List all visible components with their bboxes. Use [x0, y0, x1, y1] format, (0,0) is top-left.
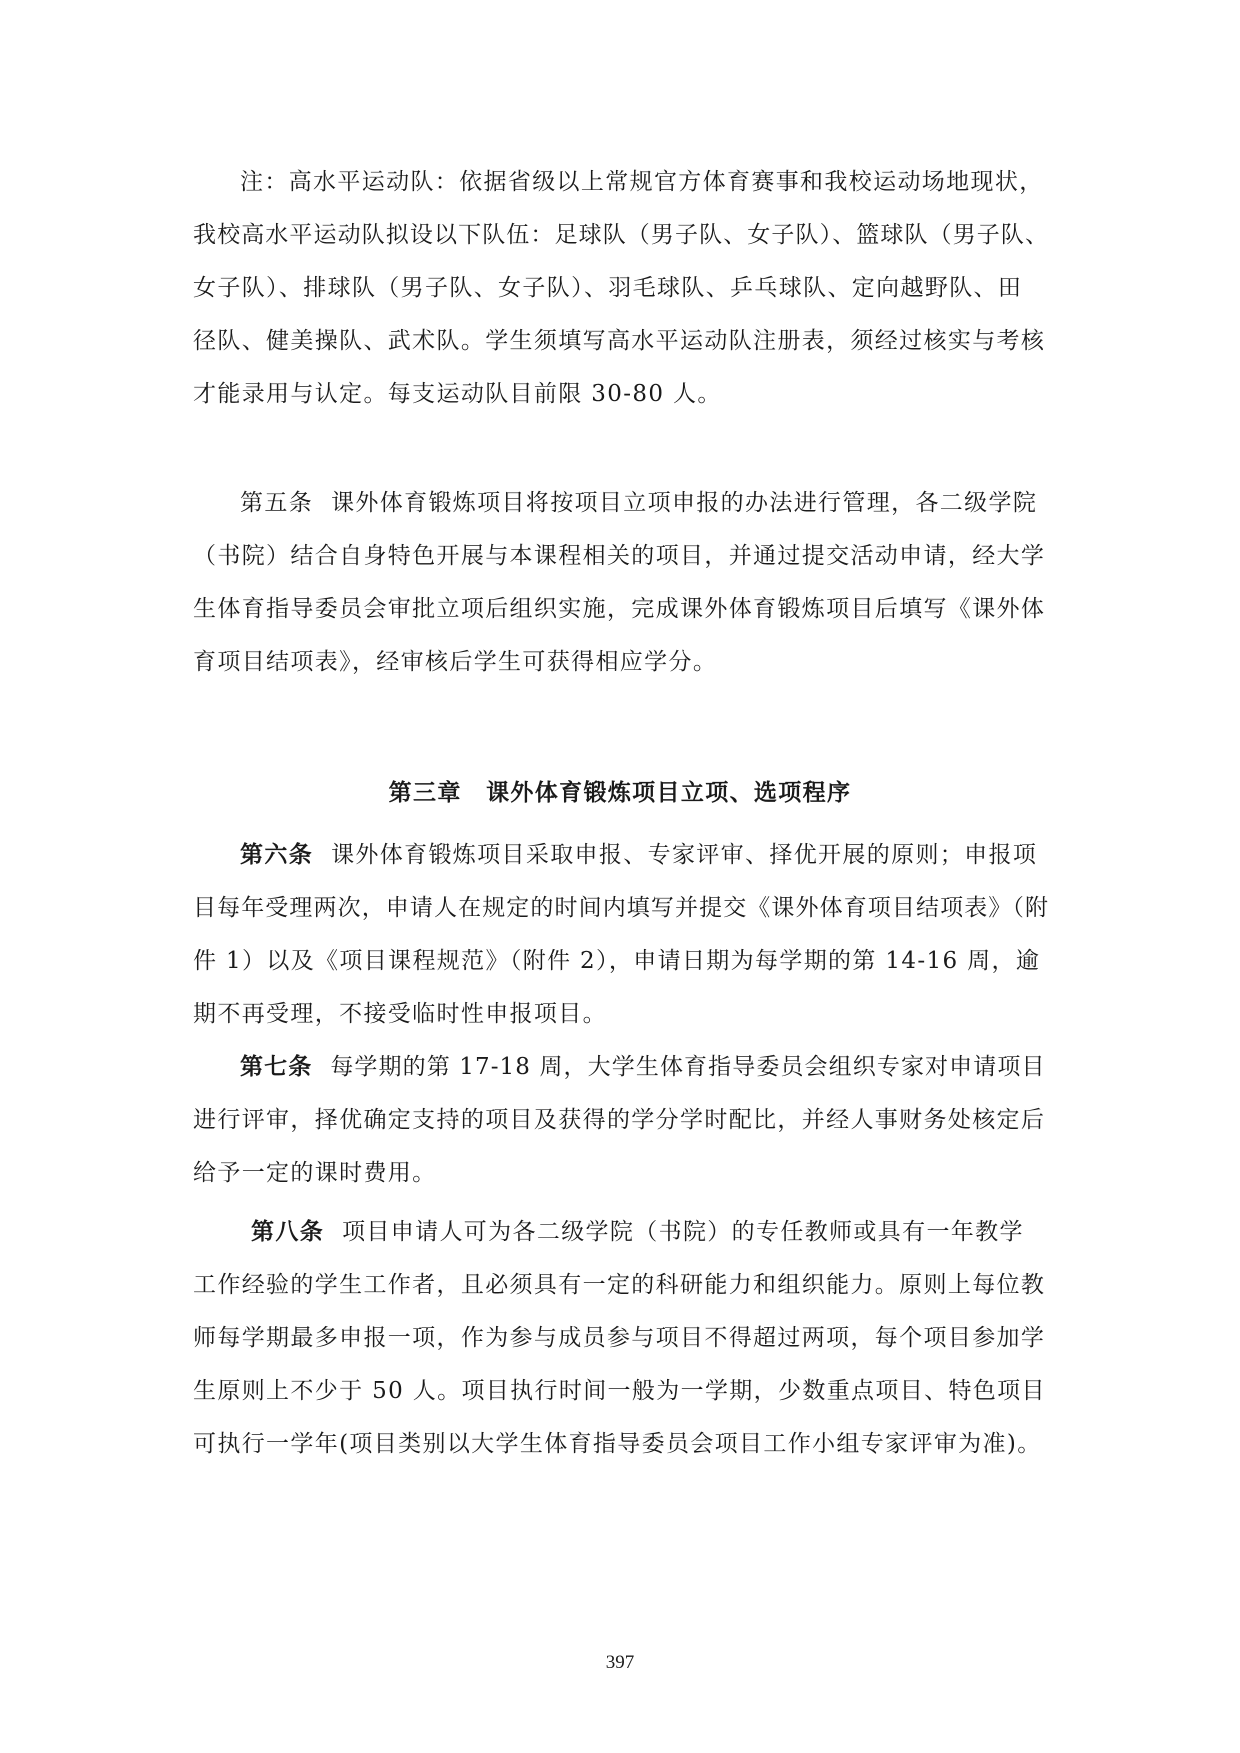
article8-text-1: 项目申请人可为各二级学院（书院）的专任教师或具有一年教学: [342, 1219, 1024, 1245]
page-number: 397: [605, 1652, 635, 1673]
note-line-2: 我校高水平运动队拟设以下队伍：足球队（男子队、女子队）、篮球队（男子队、: [193, 222, 1050, 248]
article6-line-1: [240, 840, 1037, 870]
article5-label: 第五条: [240, 490, 314, 516]
article6-line-2: 目每年受理两次，申请人在规定的时间内填写并提交《课外体育项目结项表》（附: [193, 895, 1050, 921]
article8-line-4: 生原则上不少于 50 人。项目执行时间一般为一学期，少数重点项目、特色项目: [193, 1378, 1046, 1404]
article5-line-1: [240, 488, 1037, 518]
note-line-1: 注：高水平运动队：依据省级以上常规官方体育赛事和我校运动场地现状，: [240, 169, 1044, 195]
note-line-4: 径队、健美操队、武术队。学生须填写高水平运动队注册表，须经过核实与考核: [193, 328, 1046, 354]
article7-line-1: [240, 1052, 1046, 1082]
article5-line-2: （书院）结合自身特色开展与本课程相关的项目，并通过提交活动申请，经大学: [193, 543, 1046, 569]
article7-line-3: 给予一定的课时费用。: [193, 1160, 437, 1186]
article7-text-1: 每学期的第 17-18 周，大学生体育指导委员会组织专家对申请项目: [330, 1054, 1046, 1080]
article5-line-3: 生体育指导委员会审批立项后组织实施，完成课外体育锻炼项目后填写《课外体: [193, 596, 1046, 622]
article8-label: 第八条: [251, 1219, 325, 1245]
article8-line-3: 师每学期最多申报一项，作为参与成员参与项目不得超过两项，每个项目参加学: [193, 1325, 1046, 1351]
article8-line-2: 工作经验的学生工作者，且必须具有一定的科研能力和组织能力。原则上每位教: [193, 1272, 1046, 1298]
article7-label: 第七条: [240, 1054, 313, 1080]
article8-line-1: [251, 1217, 1024, 1247]
article6-line-4: 期不再受理，不接受临时性申报项目。: [193, 1001, 607, 1027]
article6-label: 第六条: [240, 842, 314, 868]
article5-text-1: 课外体育锻炼项目将按项目立项申报的办法进行管理，各二级学院: [331, 490, 1038, 516]
article8-line-5: 可执行一学年(项目类别以大学生体育指导委员会项目工作小组专家评审为准)。: [193, 1431, 1042, 1457]
note-line-5: 才能录用与认定。每支运动队目前限 30-80 人。: [193, 381, 722, 407]
article5-line-4: 育项目结项表》，经审核后学生可获得相应学分。: [193, 649, 718, 675]
note-line-3: 女子队）、排球队（男子队、女子队）、羽毛球队、乒乓球队、定向越野队、田: [193, 275, 1023, 301]
article6-line-3: 件 1）以及《项目课程规范》（附件 2），申请日期为每学期的第 14-16 周，逾: [193, 948, 1041, 974]
article7-line-2: 进行评审，择优确定支持的项目及获得的学分学时配比，并经人事财务处核定后: [193, 1107, 1046, 1133]
article6-text-1: 课外体育锻炼项目采取申报、专家评审、择优开展的原则；申报项: [331, 842, 1038, 868]
chapter-heading: 第三章 课外体育锻炼项目立项、选项程序: [388, 780, 852, 806]
